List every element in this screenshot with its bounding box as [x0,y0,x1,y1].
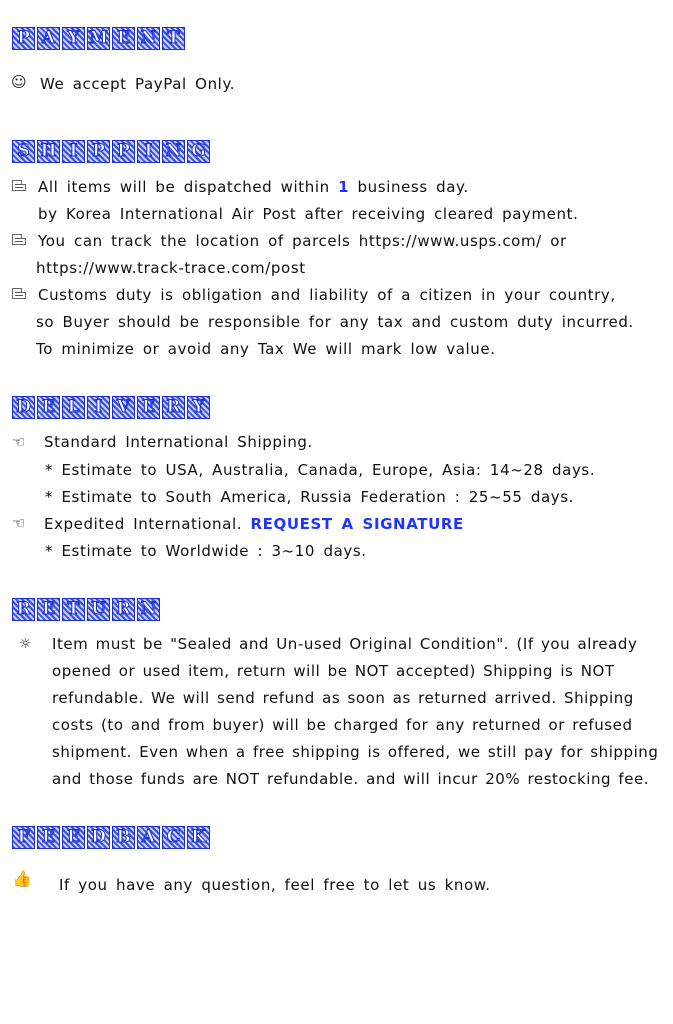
feedback-text: If you have any question, feel free to let us know. [59,876,491,894]
payment-text: We accept PayPal Only. [40,75,236,93]
header-letter: U [91,599,106,619]
shipping-item2-line1: You can track the location of parcels https://www.usps.com/ or [38,232,567,250]
smiley-icon: ☺ [11,73,27,91]
shipping-item3-line3: To minimize or avoid any Tax We will mark low value. [36,340,496,358]
header-letter: E [117,28,130,48]
header-letter-tile [87,140,110,163]
header-letter-tile [62,826,85,849]
thumbs-up-icon: 👍 [12,869,32,888]
header-letter: E [42,599,55,619]
mail-memo-icon [12,234,26,245]
header-letter-tile [187,140,210,163]
header-letter-tile [87,27,110,50]
header-letter: R [166,397,181,417]
header-letter-tile [137,598,160,621]
return-header [12,598,160,621]
header-letter-tile [137,140,160,163]
return-policy-text: Item must be "Sealed and Un-used Original Condition". (If you already opened or used item, return will be NOT accepted) Shipping is NOT refundable. We will send refund as soon as returned arrived. Shipping costs (to and from buyer) will be charged for any returned or refused shipment. Even when a free shipping is offered, we still pay for shipping and those funds are NOT refundable. and will incur 20% restocking fee. [52,635,659,788]
delivery-expedited-estimate: * Estimate to Worldwide : 3~10 days. [45,542,367,560]
header-letter-tile [112,826,135,849]
header-letter: I [144,141,153,161]
header-letter-tile [137,396,160,419]
request-signature-highlight: REQUEST A SIGNATURE [250,515,464,533]
header-letter-tile [12,826,35,849]
header-letter: Y [192,397,205,417]
header-letter-tile [37,598,60,621]
header-letter-tile [37,826,60,849]
mail-memo-icon [12,180,26,191]
shipping-item1-pre: All items will be dispatched within [38,178,339,196]
header-letter: N [140,28,157,48]
delivery-expedited-line [44,514,464,534]
header-letter-tile [187,826,210,849]
header-letter: C [166,827,181,847]
shipping-item3-line2: so Buyer should be responsible for any tax and custom duty incurred. [36,313,634,331]
header-letter: M [89,28,108,48]
header-letter-tile [112,396,135,419]
payment-header [12,27,185,50]
dispatch-days-number: 1 [338,178,350,196]
header-letter-tile [187,396,210,419]
header-letter: I [69,141,78,161]
header-letter-tile [112,598,135,621]
header-letter: V [116,397,131,417]
header-letter-tile [112,140,135,163]
header-letter: N [165,141,182,161]
shipping-item1-line2: by Korea International Air Post after receiving cleared payment. [38,205,579,223]
header-letter: K [191,827,206,847]
header-letter: S [17,141,30,161]
header-letter: R [16,599,31,619]
header-letter-tile [12,598,35,621]
pointing-hand-icon: ☜ [12,514,26,532]
header-letter: P [117,141,130,161]
header-letter-tile [87,598,110,621]
header-letter: T [167,28,180,48]
header-letter: R [116,599,131,619]
delivery-expedited-label: Expedited International. [44,515,243,533]
header-letter-tile [137,27,160,50]
header-letter-tile [137,826,160,849]
header-letter-tile [37,140,60,163]
header-letter: P [17,28,30,48]
header-letter: H [40,141,57,161]
header-letter-tile [112,27,135,50]
mail-memo-icon [12,288,26,299]
header-letter: E [142,397,155,417]
header-letter: I [94,397,103,417]
header-letter-tile [37,396,60,419]
shipping-item1-post: business day. [349,178,469,196]
header-letter: A [41,28,56,48]
sun-icon: ☼ [19,636,32,652]
header-letter: G [191,141,206,161]
header-letter: B [116,827,131,847]
header-letter-tile [62,598,85,621]
header-letter: P [92,141,105,161]
header-letter-tile [87,826,110,849]
feedback-header [12,826,210,849]
delivery-standard-label: Standard International Shipping. [44,433,313,451]
header-letter: D [91,827,106,847]
header-letter: N [140,599,157,619]
shipping-header [12,140,210,163]
header-letter-tile [162,27,185,50]
header-letter-tile [62,140,85,163]
header-letter: E [67,827,80,847]
header-letter-tile [62,27,85,50]
header-letter-tile [162,396,185,419]
header-letter-tile [12,396,35,419]
header-letter: F [17,827,30,847]
header-letter-tile [87,396,110,419]
header-letter-tile [12,27,35,50]
delivery-standard-estimate-2: * Estimate to South America, Russia Federation : 25~55 days. [45,488,575,506]
shipping-item3-line1: Customs duty is obligation and liability of a citizen in your country, [38,286,616,304]
header-letter-tile [62,396,85,419]
header-letter: D [16,397,31,417]
delivery-standard-estimate-1: * Estimate to USA, Australia, Canada, Europe, Asia: 14~28 days. [45,461,596,479]
pointing-hand-icon: ☜ [12,433,26,451]
shipping-item1-line1 [38,177,469,197]
shipping-item2-line2: https://www.track-trace.com/post [36,259,306,277]
header-letter: L [67,397,80,417]
header-letter-tile [12,140,35,163]
header-letter: E [42,397,55,417]
header-letter: T [67,599,80,619]
delivery-header [12,396,210,419]
header-letter-tile [162,140,185,163]
header-letter-tile [37,27,60,50]
header-letter: A [141,827,156,847]
header-letter: E [42,827,55,847]
header-letter-tile [162,826,185,849]
header-letter: Y [67,28,80,48]
